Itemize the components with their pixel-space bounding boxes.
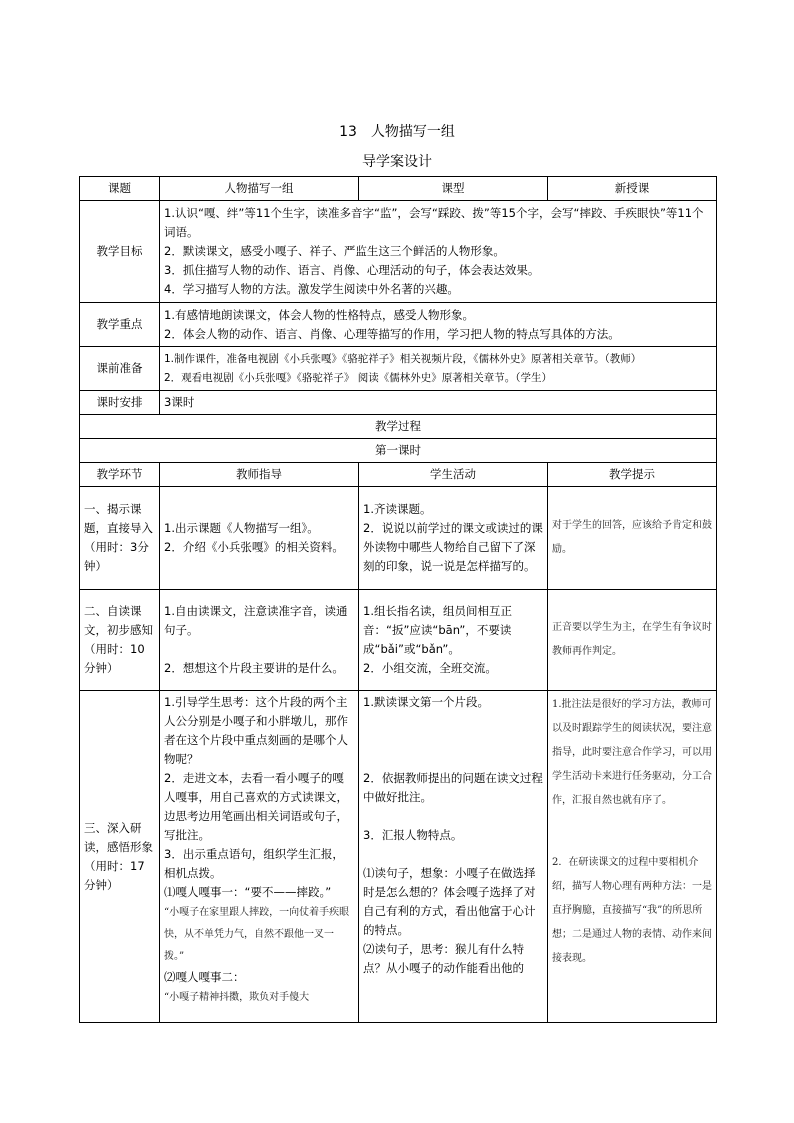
student-item: 3．汇报人物特点。 bbox=[363, 828, 463, 842]
teacher-item: 2．走进文本，去看一看小嘎子的嘎人嘎事，用自己喜欢的方式读课文，边思考边用笔画出相关词语或句子，写批注。 bbox=[164, 771, 348, 842]
teacher-item: ⑴嘎人嘎事一：“要不——摔跤。” bbox=[164, 885, 332, 899]
student-cell bbox=[359, 487, 548, 590]
process-title: 教学过程 bbox=[80, 415, 717, 439]
tip-cell: 对于学生的回答，应该给予肯定和鼓励。 bbox=[548, 487, 717, 590]
student-cell bbox=[359, 691, 548, 1023]
tip-item: 2．在研读课文的过程中要相机介绍，描写人物心理有两种方法：一是直抒胸臆，直接描写“我”的所思所想；二是通过人物的表情、动作来间接表现。 bbox=[552, 857, 712, 964]
col-header-teacher: 教师指导 bbox=[160, 463, 359, 487]
student-item: 2．小组交流，全班交流。 bbox=[363, 661, 497, 675]
teacher-item: 2．想想这个片段主要讲的是什么。 bbox=[164, 661, 344, 675]
goals-label: 教学目标 bbox=[80, 201, 160, 303]
table-row bbox=[80, 691, 717, 1023]
teacher-quote: “小嘎子精神抖擞，欺负对手傻大 bbox=[164, 992, 310, 1003]
preparation-content bbox=[160, 347, 717, 391]
student-item: ⑵读句子，思考：猴儿有什么特点？从小嘎子的动作能看出他的 bbox=[363, 942, 524, 975]
student-item: 1.组长指名读，组员间相互正音：“扳”应读“bān”，不要读成“bǎi”或“bǎn”。 bbox=[363, 604, 512, 656]
page-subtitle: 导学案设计 bbox=[362, 154, 432, 170]
schedule-label: 课时安排 bbox=[80, 391, 160, 415]
student-item: 2．依据教师提出的问题在读文过程中做好批注。 bbox=[363, 771, 543, 804]
stage-cell: 一、揭示课题，直接导入（用时：3分钟） bbox=[80, 487, 160, 590]
table-row bbox=[80, 590, 717, 691]
teacher-item: ⑵嘎人嘎事二： bbox=[164, 970, 245, 984]
student-item: 1.齐读课题。 bbox=[363, 502, 432, 516]
type-label: 课型 bbox=[359, 177, 548, 201]
schedule-value: 3课时 bbox=[160, 391, 717, 415]
teacher-item: 1.引导学生思考：这个片段的两个主人公分别是小嘎子和小胖墩儿，那作者在这个片段中重点刻画的是哪个人物呢？ bbox=[164, 695, 348, 766]
teacher-item: 2．介绍《小兵张嘎》的相关资料。 bbox=[164, 540, 344, 554]
goal-item: 4．学习描写人物的方法。激发学生阅读中外名著的兴趣。 bbox=[164, 282, 459, 296]
tip-cell: 正音要以学生为主，在学生有争议时教师再作判定。 bbox=[548, 590, 717, 691]
goal-item: 1.认识“嘎、绊”等11个生字，读准多音字“监”，会写“踩跤、拨”等15个字，会写“摔跤、手疾眼快”等11个词语。 bbox=[164, 206, 704, 239]
stage-cell: 二、自读课文，初步感知（用时：10分钟） bbox=[80, 590, 160, 691]
teacher-item: 1.自由读课文，注意读准字音，读通句子。 bbox=[164, 604, 348, 637]
student-cell bbox=[359, 590, 548, 691]
student-item: 1.默读课文第一个片段。 bbox=[363, 695, 489, 709]
student-item: ⑴读句子，想象：小嘎子在做选择时是怎么想的？体会嘎子选择了对自己有利的方式，看出他富于心计的特点。 bbox=[363, 866, 536, 937]
keypoints-content bbox=[160, 303, 717, 347]
goals-content bbox=[160, 201, 717, 303]
period-title: 第一课时 bbox=[80, 439, 717, 463]
student-item: 2．说说以前学过的课文或读过的课外读物中哪些人物给自己留下了深刻的印象，说一说是怎样描写的。 bbox=[363, 521, 543, 573]
table-row bbox=[80, 487, 717, 590]
teacher-cell bbox=[160, 487, 359, 590]
teacher-quote: “小嘎子在家里跟人摔跤，一向仗着手疾眼快，从不单凭力气，自然不跟他一叉一拨。” bbox=[164, 907, 350, 962]
type-value: 新授课 bbox=[548, 177, 717, 201]
preparation-item: 1.制作课件，准备电视剧《小兵张嘎》《骆驼祥子》相关视频片段，《儒林外史》原著相关章节。（教师） bbox=[164, 352, 642, 365]
col-header-student: 学生活动 bbox=[359, 463, 548, 487]
teacher-item: 3．出示重点语句，组织学生汇报，相机点拨。 bbox=[164, 847, 344, 880]
tip-item: 1.批注法是很好的学习方法，教师可以及时跟踪学生的阅读状况，要注意指导，此时要注意合作学习，可以用学生活动卡来进行任务驱动，分工合作，汇报自然也就有序了。 bbox=[552, 699, 712, 806]
tip-cell bbox=[548, 691, 717, 1023]
col-header-stage: 教学环节 bbox=[80, 463, 160, 487]
lesson-label: 课题 bbox=[80, 177, 160, 201]
goal-item: 2．默读课文，感受小嘎子、祥子、严监生这三个鲜活的人物形象。 bbox=[164, 244, 505, 258]
keypoints-label: 教学重点 bbox=[80, 303, 160, 347]
keypoint-item: 2．体会人物的动作、语言、肖像、心理等描写的作用，学习把人物的特点写具体的方法。 bbox=[164, 326, 620, 341]
preparation-label: 课前准备 bbox=[80, 347, 160, 391]
page-title: 13 人物描写一组 bbox=[339, 124, 455, 140]
teacher-cell bbox=[160, 590, 359, 691]
stage-cell: 三、深入研读，感悟形象（用时：17分钟） bbox=[80, 691, 160, 1023]
teacher-cell bbox=[160, 691, 359, 1023]
goal-item: 3．抓住描写人物的动作、语言、肖像、心理活动的句子，体会表达效果。 bbox=[164, 263, 540, 277]
preparation-item: 2．观看电视剧《小兵张嘎》《骆驼祥子》 阅读《儒林外史》原著相关章节。（学生） bbox=[164, 371, 553, 384]
teacher-item: 1.出示课题《人物描写一组》。 bbox=[164, 521, 319, 535]
lesson-value: 人物描写一组 bbox=[160, 177, 359, 201]
lesson-plan-table bbox=[79, 176, 717, 1023]
col-header-tip: 教学提示 bbox=[548, 463, 717, 487]
keypoint-item: 1.有感情地朗读课文，体会人物的性格特点，感受人物形象。 bbox=[164, 307, 474, 322]
